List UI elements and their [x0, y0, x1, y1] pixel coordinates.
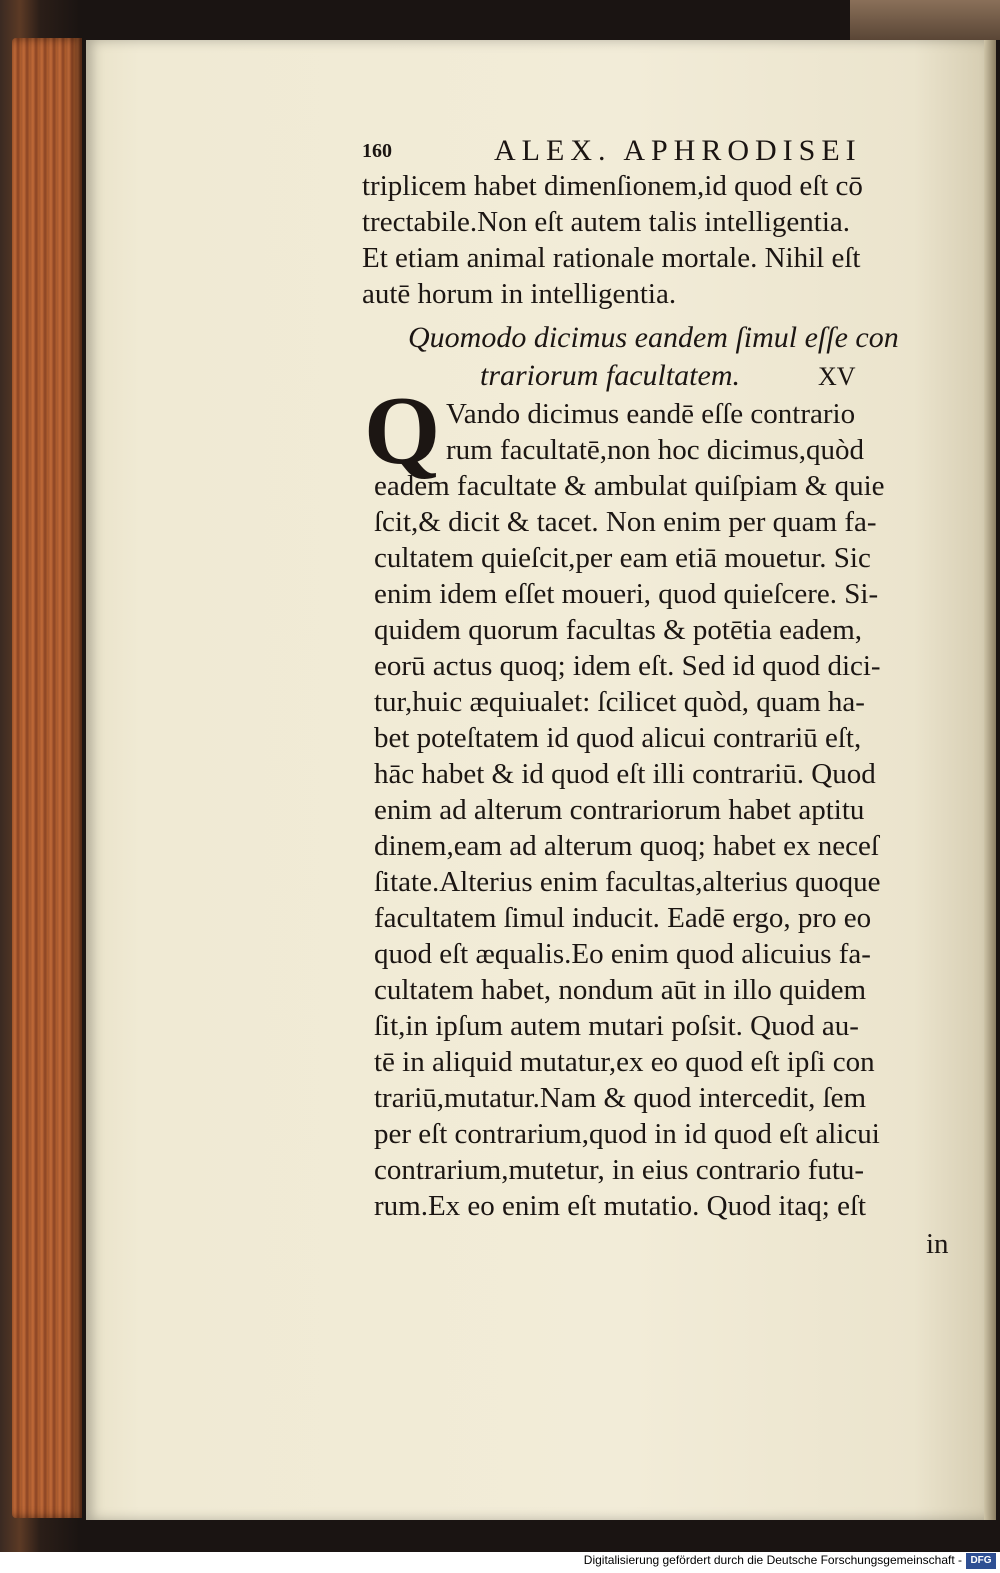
text-line: hāc habet & id quod eſt illi contrariū. Quod: [374, 758, 876, 790]
text-line: cultatem quieſcit,per eam etiā mouetur. Sic: [374, 542, 871, 574]
text-line: cultatem habet, nondum aūt in illo quidem: [374, 974, 867, 1006]
text-line: enim idem eſſet moueri, quod quieſcere. Si-: [374, 578, 879, 610]
scan-corner: [850, 0, 1000, 40]
page-right-edge: [984, 40, 996, 1520]
text-line: Vando dicimus eandē eſſe contrario: [446, 398, 856, 430]
text-line: per eſt contrarium,quod in id quod eſt alicui: [374, 1118, 880, 1150]
text-line: trectabile.Non eſt autem talis intelligentia.: [362, 206, 851, 238]
book-edge: [12, 38, 82, 1518]
catchword: in: [926, 1228, 949, 1260]
text-line: bet poteſtatem id quod alicui contrariū eſt,: [374, 722, 862, 754]
text-line: eadem facultate & ambulat quiſpiam & quie: [374, 470, 885, 502]
section-numeral: XV: [818, 362, 856, 391]
text-line: rum facultatē,non hoc dicimus,quòd: [446, 434, 864, 466]
text-line: dinem,eam ad alterum quoq; habet ex neceſ: [374, 830, 879, 862]
text-line: eorū actus quoq; idem eſt. Sed id quod dici-: [374, 650, 881, 682]
heading-line: Quomodo dicimus eandem ſimul eſſe con: [408, 321, 899, 354]
text-line: ſitate.Alterius enim facultas,alterius quoque: [374, 866, 881, 898]
digitization-credit: Digitalisierung gefördert durch die Deutsche Forschungsgemeinschaft -: [583, 1553, 962, 1567]
text-line: quidem quorum facultas & potētia eadem,: [374, 614, 863, 646]
heading-line: trariorum facultatem.: [480, 359, 740, 392]
drop-cap: Q: [364, 377, 441, 485]
text-line: ſcit,& dicit & tacet. Non enim per quam fa-: [374, 506, 877, 538]
text-line: Et etiam animal rationale mortale. Nihil eſt: [362, 242, 861, 274]
text-line: ſit,in ipſum autem mutari poſsit. Quod au-: [374, 1010, 859, 1042]
text-line: tē in aliquid mutatur,ex eo quod eſt ipſi con: [374, 1046, 875, 1078]
text-line: tur,huic æquiualet: ſcilicet quòd, quam ha-: [374, 686, 865, 718]
text-line: autē horum in intelligentia.: [362, 278, 677, 310]
text-line: enim ad alterum contrariorum habet aptitu: [374, 794, 865, 826]
text-line: facultatem ſimul inducit. Eadē ergo, pro eo: [374, 902, 872, 934]
text-line: rum.Ex eo enim eſt mutatio. Quod itaq; eſt: [374, 1190, 867, 1222]
page-number: 160: [362, 140, 392, 162]
text-line: quod eſt æqualis.Eo enim quod alicuius fa-: [374, 938, 871, 970]
text-line: trariū,mutatur.Nam & quod intercedit, ſem: [374, 1082, 867, 1114]
dfg-logo: DFG: [966, 1553, 996, 1569]
text-line: contrarium,mutetur, in eius contrario futu-: [374, 1154, 865, 1186]
text-line: triplicem habet dimenſionem,id quod eſt cō: [362, 170, 863, 202]
running-title: ALEX. APHRODISEI: [494, 134, 862, 167]
